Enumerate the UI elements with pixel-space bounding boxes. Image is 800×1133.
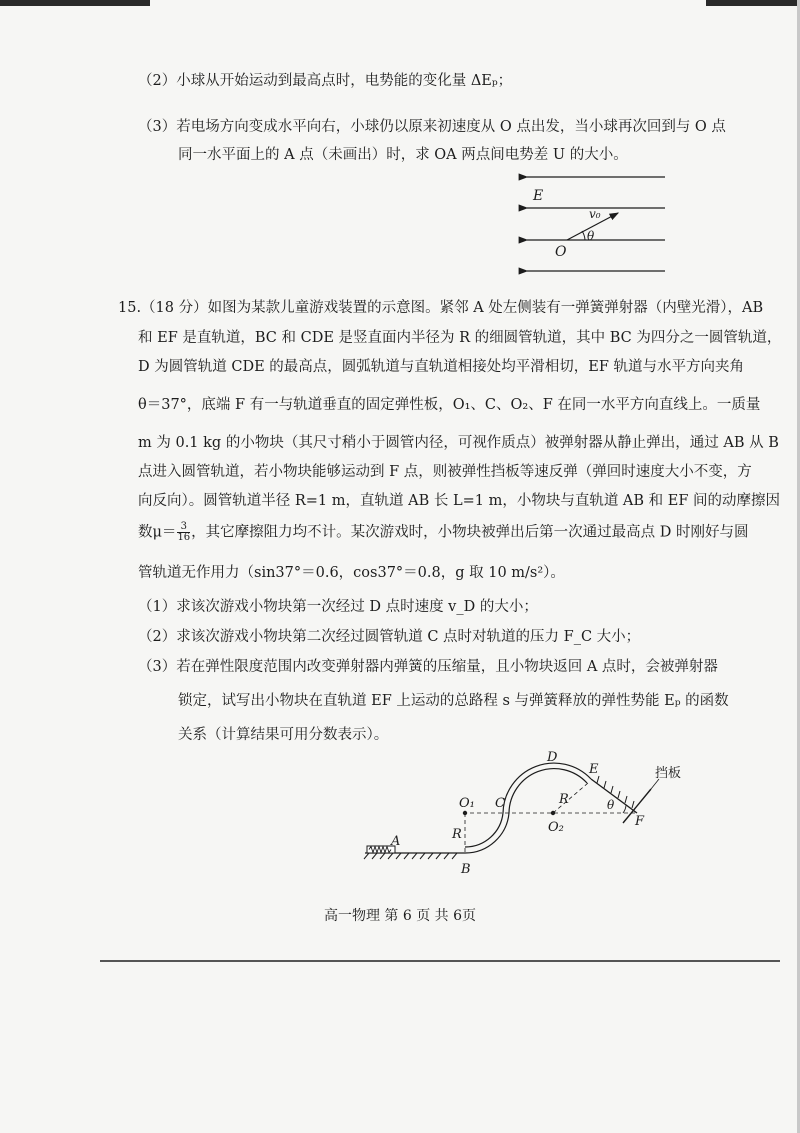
q15-line3: D 为圆管轨道 CDE 的最高点，圆弧轨道与直轨道相接处均平滑相切，EF 轨道与水平方向夹角 [138, 359, 745, 375]
q14-part3-line1: （3）若电场方向变成水平向右，小球仍以原来初速度从 O 点出发，当小球再次回到与 O 点 [138, 119, 726, 135]
label-E: E [533, 188, 544, 204]
point-O2 [551, 811, 555, 815]
q15-line8-post: ，其它摩擦阻力均不计。某次游戏时，小物块被弹出后第一次通过最高点 D 时刚好与圆 [191, 524, 749, 541]
q15-line7: 向反向）。圆管轨道半径 R=1 m，直轨道 AB 长 L=1 m，小物块与直轨道 AB 和 EF 间的动摩擦因 [138, 493, 781, 509]
label-O: O [555, 244, 567, 260]
mu-denominator: 16 [177, 532, 191, 543]
mu-fraction [177, 522, 190, 543]
q14-electric-field-figure [515, 168, 670, 283]
q14-part2: （2）小球从开始运动到最高点时，电势能的变化量 ΔEₚ； [138, 73, 513, 89]
q15-sub1: （1）求该次游戏小物块第一次经过 D 点时速度 v_D 的大小； [138, 599, 538, 615]
scan-edge-shadow-left [0, 0, 150, 6]
scan-edge-shadow-right [706, 0, 800, 6]
page-footer: 高一物理 第 6 页 共 6页 [323, 908, 477, 924]
q15-line8 [138, 522, 749, 543]
label-theta: θ [587, 229, 595, 243]
q15-line8-pre: 数μ＝ [138, 524, 177, 541]
scan-bottom-rule [100, 960, 780, 962]
q14-part3-line2: 同一水平面上的 A 点（未画出）时，求 OA 两点间电势差 U 的大小。 [178, 147, 628, 163]
label-O1: O₁ [459, 796, 475, 811]
label-board: 挡板 [655, 766, 682, 781]
label-B: B [461, 862, 471, 877]
q15-line2: 和 EF 是直轨道，BC 和 CDE 是竖直面内半径为 R 的细圆管轨道，其中 BC 为四分之一圆管轨道， [138, 330, 782, 346]
mu-numerator: 3 [177, 522, 190, 533]
q15-line4: θ＝37°，底端 F 有一与轨道垂直的固定弹性板，O₁、C、O₂、F 在同一水平方向直线上。一质量 [138, 397, 761, 413]
label-A: A [391, 834, 401, 849]
label-E: E [589, 762, 599, 777]
label-F: F [635, 814, 645, 829]
label-D: D [547, 750, 558, 765]
label-theta: θ [607, 798, 615, 812]
q15-line6: 点进入圆管轨道，若小物块能够运动到 F 点，则被弹性挡板等速反弹（弹回时速度大小不变，方 [138, 464, 752, 480]
q15-track-figure [355, 745, 705, 880]
label-v0: v₀ [589, 207, 601, 221]
tube-CDE-outer [503, 763, 591, 813]
label-C: C [495, 796, 505, 811]
theta-arc [623, 805, 626, 813]
label-R-right: R [559, 792, 569, 807]
q15-line5: m 为 0.1 kg 的小物块（其尺寸稍小于圆管内径，可视作质点）被弹射器从静止弹出，通过 AB 从 B [138, 435, 779, 451]
q15-sub3-line2: 锁定，试写出小物块在直轨道 EF 上运动的总路程 s 与弹簧释放的弹性势能 Eₚ 的函数 [178, 693, 729, 709]
label-R-left: R [452, 827, 462, 842]
q15-sub2: （2）求该次游戏小物块第二次经过圆管轨道 C 点时对轨道的压力 F_C 大小； [138, 629, 641, 645]
incline-hatching [597, 776, 634, 808]
q15-sub3-line1: （3）若在弹性限度范围内改变弹射器内弹簧的压缩量，且小物块返回 A 点时，会被弹射器 [138, 659, 718, 675]
label-O2: O₂ [548, 820, 564, 835]
tube-BC-inner [465, 813, 503, 847]
point-O1 [463, 811, 467, 815]
q15-sub3-line3: 关系（计算结果可用分数表示）。 [178, 727, 389, 743]
q15-line1: 15.（18 分）如图为某款儿童游戏装置的示意图。紧邻 A 处左侧装有一弹簧弹射器（内壁光滑），AB [118, 300, 764, 316]
ground-hatching [364, 853, 457, 859]
q15-line9: 管轨道无作用力（sin37°＝0.6，cos37°＝0.8，g 取 10 m/s²）。 [138, 565, 565, 581]
angle-arc [582, 231, 585, 240]
